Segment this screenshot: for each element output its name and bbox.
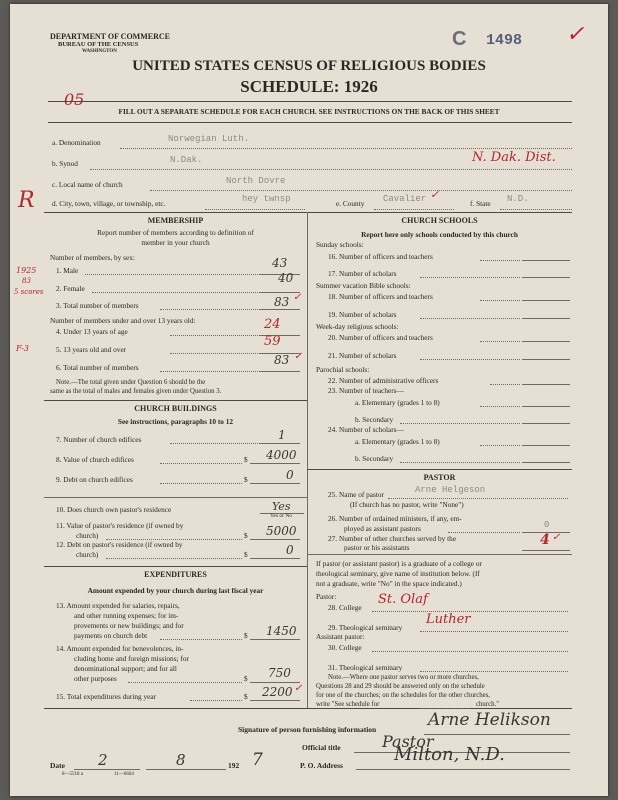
q9-label: 9. Debt on church edifices [56,475,133,484]
q1-male-value: 43 [272,256,288,270]
q1-male-label: 1. Male [56,266,79,275]
grad-line2: theological seminary, give name of institution below. (If [316,569,480,578]
red-r-mark: R [18,188,35,213]
q14-value: 750 [268,666,291,680]
q24b-label: b. Secondary [355,454,394,463]
q27-line-b: pastor or his assistants [344,543,410,552]
q28-value: St. Olaf [378,592,428,607]
signature-label: Signature of person furnishing information [238,725,377,734]
date-month: 2 [98,751,108,769]
q14-line-b: cluding home and foreign missions; for [74,654,189,663]
q13-line-a: 13. Amount expended for salaries, repairs, [56,601,180,610]
q31-label: 31. Theological seminary [328,663,403,672]
q28-label: 28. College [328,603,362,612]
department-label: DEPARTMENT OF COMMERCE [50,32,171,41]
schedule-number: 1498 [486,32,523,49]
grad-line3: not a graduate, write "No" in the space indicated.) [316,579,462,588]
q11-value: 5000 [266,524,297,538]
q20-label: 20. Number of officers and teachers [328,333,433,342]
bureau-label: BUREAU OF THE CENSUS [58,41,139,48]
instructions-line: FILL OUT A SEPARATE SCHEDULE FOR EACH CHURCH. SEE INSTRUCTIONS ON THE BACK OF THIS SHEET [118,107,500,116]
pastor-note4: write "See schedule for [316,701,380,708]
margin-note-05: 05 [64,90,85,109]
po-address-value: Milton, N.D. [394,744,505,765]
q12-label-b: church) [76,550,99,559]
county-check: ✓ [430,188,440,201]
form-title: UNITED STATES CENSUS OF RELIGIOUS BODIES [132,58,486,74]
q30-label: 30. College [328,643,362,652]
q13-line-b: and other running expenses; for im- [74,611,179,620]
q23-label: 23. Number of teachers— [328,386,404,395]
sunday-schools-label: Sunday schools: [316,240,364,249]
pastor-note1: Note.—Where one pastor serves two or more churches, [328,674,479,681]
local-name-label: c. Local name of church [52,180,123,189]
buildings-sub: See instructions, paragraphs 10 to 12 [117,417,234,426]
q27-line-a: 27. Number of other churches served by the [328,534,457,543]
form-number: 8—5518 a [62,772,83,777]
expenditures-sub: Amount expended by your church during last fiscal year [87,586,264,595]
yes-no-caption: Yes or No [270,513,293,519]
date-year-digit: 7 [252,750,263,770]
q14-line-c: denominational support; and for all [74,664,177,673]
q14-line-a: 14. Amount expended for benevolences, in- [56,644,184,653]
q10-label: 10. Does church own pastor's residence [56,505,172,514]
q6-total-value: 83 [274,353,290,367]
q13-line-c: provements or new buildings; and for [74,621,184,630]
q9-value: 0 [286,468,294,482]
q15-value: 2200 [262,685,293,699]
q3-check: ✓ [293,292,302,303]
q5-over13-label: 5. 13 years old and over [56,345,127,354]
q29-label: 29. Theological seminary [328,623,403,632]
pastor-heading: PASTOR [423,473,456,482]
q6-total-label: 6. Total number of members [56,363,139,372]
grad-line1: If pastor (or assistant pastor) is a graduate of a college or [316,559,482,568]
q24a-label: a. Elementary (grades 1 to 8) [355,437,440,446]
q9-dollar: $ [244,475,248,484]
q24-label: 24. Number of scholars— [328,425,404,434]
q15-dollar: $ [244,692,248,701]
official-title-label: Official title [302,743,341,752]
census-schedule-sheet [10,4,608,796]
local-name-value: North Dovre [226,176,286,186]
summer-schools-label: Summer vacation Bible schools: [316,281,411,290]
q26-value: 0 [544,520,550,530]
q27-check: ✓ [552,532,561,543]
margin-83: 83 [22,277,31,285]
q13-value: 1450 [266,624,297,638]
margin-f3: F-3 [16,344,29,353]
q25-note: (If church has no pastor, write "None") [350,500,464,509]
q11-dollar: $ [244,531,248,540]
city-label: WASHINGTON [82,49,117,54]
signature-value: Arne Helikson [428,710,551,730]
membership-note2: same as the total of males and females given under Question 3. [50,388,222,395]
margin-1925: 1925 [16,266,37,275]
print-number: 11—6664 [114,772,134,777]
q13-line-d: payments on church debt [74,631,148,640]
q19-label: 19. Number of scholars [328,310,397,319]
synod-value: N.Dak. [170,155,203,165]
q8-dollar: $ [244,455,248,464]
schools-sub: Report here only schools conducted by this church [361,230,518,239]
q25-value: Arne Helgeson [415,485,486,495]
membership-note1: Note.—The total given under Question 6 should be the [56,379,206,386]
q26-line-b: ployed as assistant pastors [344,524,421,533]
po-address-label: P. O. Address [300,761,343,770]
q10-value: Yes [272,500,291,513]
q14-dollar: $ [244,674,248,683]
pastor-sublabel: Pastor: [316,592,337,601]
q3-total-label: 3. Total number of members [56,301,139,310]
q7-value: 1 [278,428,286,442]
schools-heading: CHURCH SCHOOLS [401,216,478,225]
assistant-pastor-sublabel: Assistant pastor: [316,632,365,641]
q25-label: 25. Name of pastor [328,490,384,499]
q6-check: ✓ [294,351,303,362]
membership-sub1: Report number of members according to definition of [97,228,254,237]
q2-female-value: 40 [278,271,294,285]
q12-value: 0 [286,543,294,557]
county-value: Cavalier [383,194,427,204]
buildings-heading: CHURCH BUILDINGS [134,404,217,413]
q29-value: Luther [426,612,471,627]
city-town-value: hey twnsp [242,194,291,204]
county-label: e. County [336,199,365,208]
q4-under13-label: 4. Under 13 years of age [56,327,128,336]
q15-check: ✓ [294,683,303,694]
state-value: N.D. [507,194,529,204]
q17-label: 17. Number of scholars [328,269,397,278]
red-check-mark: ✓ [566,22,585,47]
q23a-label: a. Elementary (grades 1 to 8) [355,398,440,407]
q14-line-d: other purposes [74,674,117,683]
schedule-title: SCHEDULE: 1926 [240,77,378,96]
q11-label-a: 11. Value of pastor's residence (if owned by [56,521,184,530]
membership-heading: MEMBERSHIP [147,216,204,225]
membership-sub2: member in your church [141,238,210,247]
q13-dollar: $ [244,631,248,640]
q11-label-b: church) [76,531,99,540]
date-label: Date [50,761,65,770]
q3-total-value: 83 [274,295,290,309]
pastor-note4b: church." [476,701,499,708]
synod-red-annotation: N. Dak. Dist. [472,150,556,165]
pastor-note3: for one of the churches; on the schedules for the other churches, [316,692,491,699]
margin-scores: 5 scores [14,288,44,296]
weekday-schools-label: Week-day religious schools: [316,322,399,331]
date-year-label: 192 [228,761,240,770]
pastor-note2: Questions 28 and 29 should be answered only on the schedule [316,683,485,690]
parochial-schools-label: Parochial schools: [316,365,370,374]
q26-line-a: 26. Number of ordained ministers, if any, em- [328,514,462,523]
q27-value: 4 [540,532,550,548]
q5-over13-value: 59 [264,334,281,349]
q22-label: 22. Number of administrative officers [328,376,439,385]
denomination-value: Norwegian Luth. [168,134,250,144]
q15-label: 15. Total expenditures during year [56,692,157,701]
q8-value: 4000 [266,448,297,462]
city-town-label: d. City, town, village, or township, etc. [52,199,166,208]
q18-label: 18. Number of officers and teachers [328,292,433,301]
age-intro-label: Number of members under and over 13 years old: [50,316,196,325]
corner-mark: C [452,28,467,50]
q7-label: 7. Number of church edifices [56,435,142,444]
synod-label: b. Synod [52,159,78,168]
q12-dollar: $ [244,550,248,559]
official-title-value: Pastor [382,732,434,751]
date-day: 8 [176,751,186,769]
members-by-sex-label: Number of members, by sex: [50,253,135,262]
q4-under13-value: 24 [264,317,281,332]
state-label: f. State [470,199,491,208]
q2-female-label: 2. Female [56,284,85,293]
q21-label: 21. Number of scholars [328,351,397,360]
q12-label-a: 12. Debt on pastor's residence (if owned by [56,540,183,549]
denomination-label: a. Denomination [52,138,101,147]
expenditures-heading: EXPENDITURES [144,570,207,579]
q23b-label: b. Secondary [355,415,394,424]
q8-label: 8. Value of church edifices [56,455,134,464]
q16-label: 16. Number of officers and teachers [328,252,433,261]
